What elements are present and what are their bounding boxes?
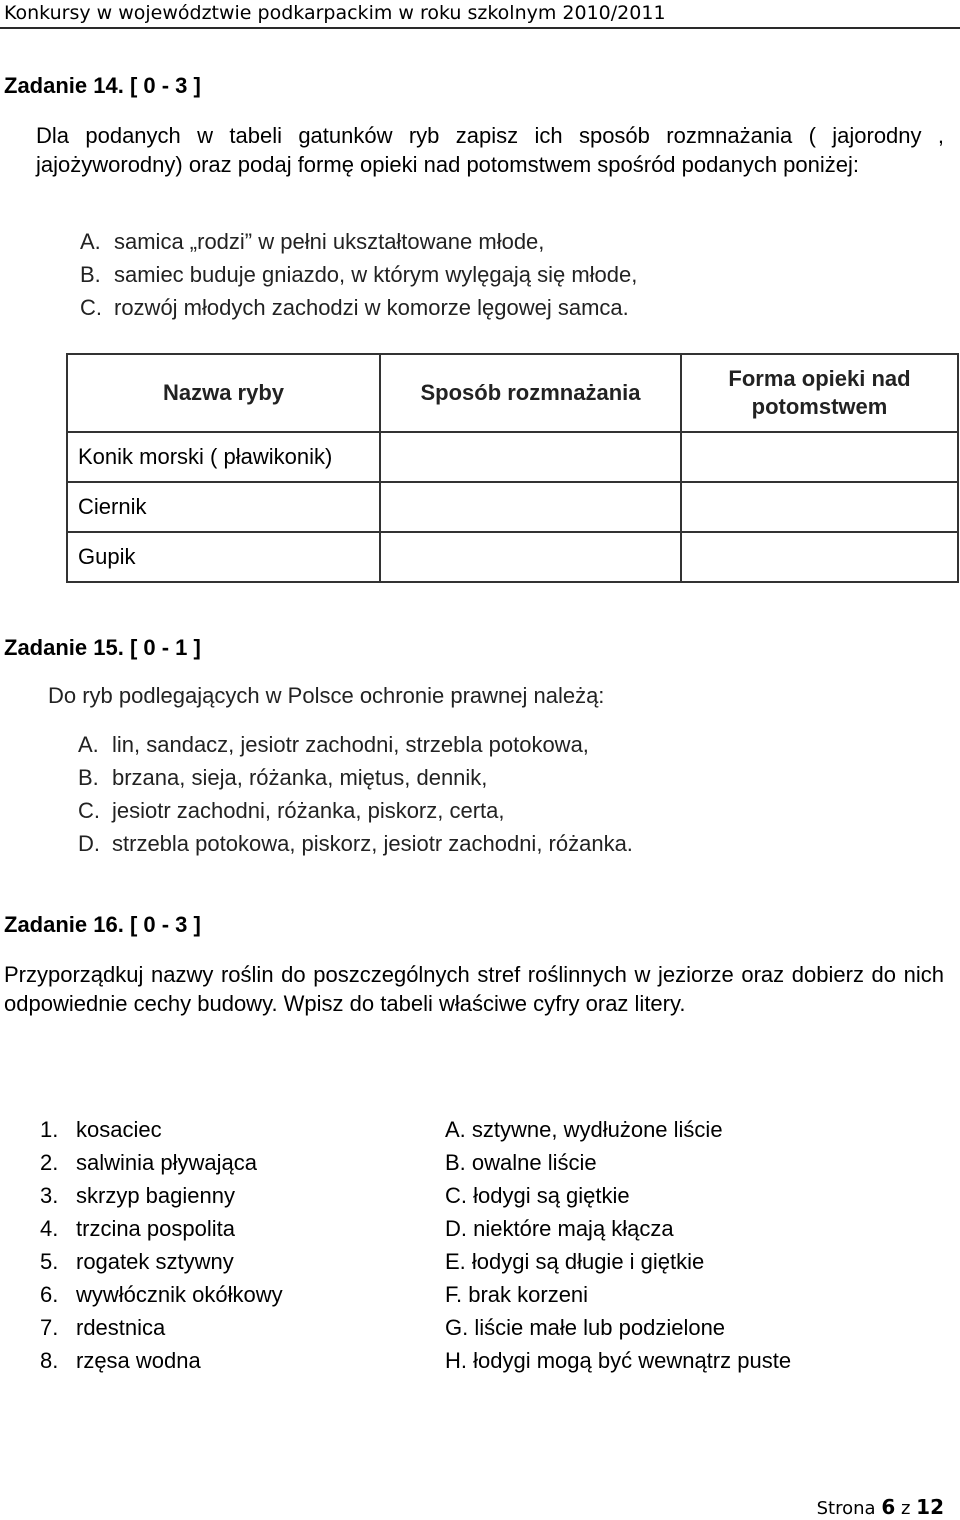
item-text: wywłócznik okółkowy <box>76 1282 283 1307</box>
option-letter: A. <box>80 229 101 254</box>
list-item <box>40 1249 234 1275</box>
item-text: salwinia pływająca <box>76 1150 257 1175</box>
option-letter: B. <box>80 262 101 287</box>
care-answer-cell[interactable] <box>681 532 958 582</box>
page-sep: z <box>900 1498 911 1519</box>
item-number: 7. <box>40 1315 59 1340</box>
option-letter: B. <box>78 765 99 790</box>
col-header-reproduction: Sposób rozmnażania <box>380 354 681 432</box>
item-text: rdestnica <box>76 1315 166 1340</box>
item-text: skrzyp bagienny <box>76 1183 235 1208</box>
col-header-care: Forma opieki nad potomstwem <box>681 354 958 432</box>
item-text: rogatek sztywny <box>76 1249 234 1274</box>
page-header-title: Konkursy w województwie podkarpackim w roku szkolnym 2010/2011 <box>4 2 666 24</box>
list-item <box>40 1216 235 1242</box>
option-letter: C. <box>78 798 100 823</box>
list-item: E. łodygi są długie i giętkie <box>445 1249 705 1274</box>
item-number: 4. <box>40 1216 59 1241</box>
table-row <box>67 532 958 582</box>
fish-name-cell: Konik morski ( pławikonik) <box>67 432 380 482</box>
fish-name-cell: Ciernik <box>67 482 380 532</box>
task-16-instruction: Przyporządkuj nazwy roślin do poszczególnych stref roślinnych w jeziorze oraz dobierz do nich odpowiednie cechy budowy. Wpisz do tabeli właściwe cyfry oraz litery. <box>4 962 944 1016</box>
total-pages: 12 <box>916 1495 944 1519</box>
header-divider <box>0 27 960 29</box>
option-text: brzana, sieja, różanka, miętus, dennik, <box>112 765 488 790</box>
option-text: samica „rodzi” w pełni ukształtowane młode, <box>114 229 545 254</box>
list-item <box>40 1315 165 1341</box>
list-item: F. brak korzeni <box>445 1282 589 1307</box>
item-number: 3. <box>40 1183 59 1208</box>
list-item: C. łodygi są giętkie <box>445 1183 630 1208</box>
item-text: trzcina pospolita <box>76 1216 235 1241</box>
table-row <box>67 482 958 532</box>
option-letter: D. <box>78 831 100 856</box>
task-16-title: Zadanie 16. [ 0 - 3 ] <box>4 912 201 937</box>
option-text: jesiotr zachodni, różanka, piskorz, certa, <box>112 798 505 823</box>
list-item <box>40 1282 283 1308</box>
col-header-fish-name: Nazwa ryby <box>67 354 380 432</box>
task-14-option-a <box>80 229 544 255</box>
list-item <box>40 1117 162 1143</box>
list-item: D. niektóre mają kłącza <box>445 1216 674 1241</box>
option-text: rozwój młodych zachodzi w komorze lęgowej samca. <box>114 295 629 320</box>
reproduction-answer-cell[interactable] <box>380 482 681 532</box>
table-header-row <box>67 354 958 432</box>
fish-name-cell: Gupik <box>67 532 380 582</box>
list-item <box>40 1183 235 1209</box>
task-14-option-b <box>80 262 637 288</box>
task-15-title: Zadanie 15. [ 0 - 1 ] <box>4 635 201 660</box>
list-item: G. liście małe lub podzielone <box>445 1315 726 1340</box>
task-15-option-d <box>78 831 633 857</box>
item-text: kosaciec <box>76 1117 162 1142</box>
reproduction-answer-cell[interactable] <box>380 432 681 482</box>
list-item: A. sztywne, wydłużone liście <box>445 1117 723 1142</box>
task-14-title: Zadanie 14. [ 0 - 3 ] <box>4 73 201 98</box>
list-item: B. owalne liście <box>445 1150 597 1175</box>
option-text: strzebla potokowa, piskorz, jesiotr zachodni, różanka. <box>112 831 633 856</box>
care-answer-cell[interactable] <box>681 432 958 482</box>
task-14-option-c <box>80 295 629 321</box>
option-text: samiec buduje gniazdo, w którym wylęgają się młode, <box>114 262 638 287</box>
list-item <box>40 1150 257 1176</box>
option-letter: A. <box>78 732 99 757</box>
item-number: 5. <box>40 1249 59 1274</box>
reproduction-answer-cell[interactable] <box>380 532 681 582</box>
task-15-question: Do ryb podlegających w Polsce ochronie prawnej należą: <box>48 683 605 708</box>
task-15-option-c <box>78 798 505 824</box>
item-number: 2. <box>40 1150 59 1175</box>
page-number <box>817 1496 944 1520</box>
care-answer-cell[interactable] <box>681 482 958 532</box>
option-letter: C. <box>80 295 102 320</box>
item-text: rzęsa wodna <box>76 1348 201 1373</box>
option-text: lin, sandacz, jesiotr zachodni, strzebla potokowa, <box>112 732 589 757</box>
item-number: 8. <box>40 1348 59 1373</box>
list-item <box>40 1348 201 1374</box>
task-14-table <box>66 353 959 583</box>
task-15-option-b <box>78 765 487 791</box>
task-15-option-a <box>78 732 589 758</box>
list-item: H. łodygi mogą być wewnątrz puste <box>445 1348 792 1373</box>
current-page: 6 <box>881 1495 896 1519</box>
item-number: 1. <box>40 1117 59 1142</box>
page-label: Strona <box>816 1498 876 1519</box>
task-14-instruction: Dla podanych w tabeli gatunków ryb zapisz ich sposób rozmnażania ( jajorodny , jajożyworodny) oraz podaj formę opieki nad potomstwem spośród podanych poniżej: <box>36 123 944 177</box>
item-number: 6. <box>40 1282 59 1307</box>
table-row <box>67 432 958 482</box>
